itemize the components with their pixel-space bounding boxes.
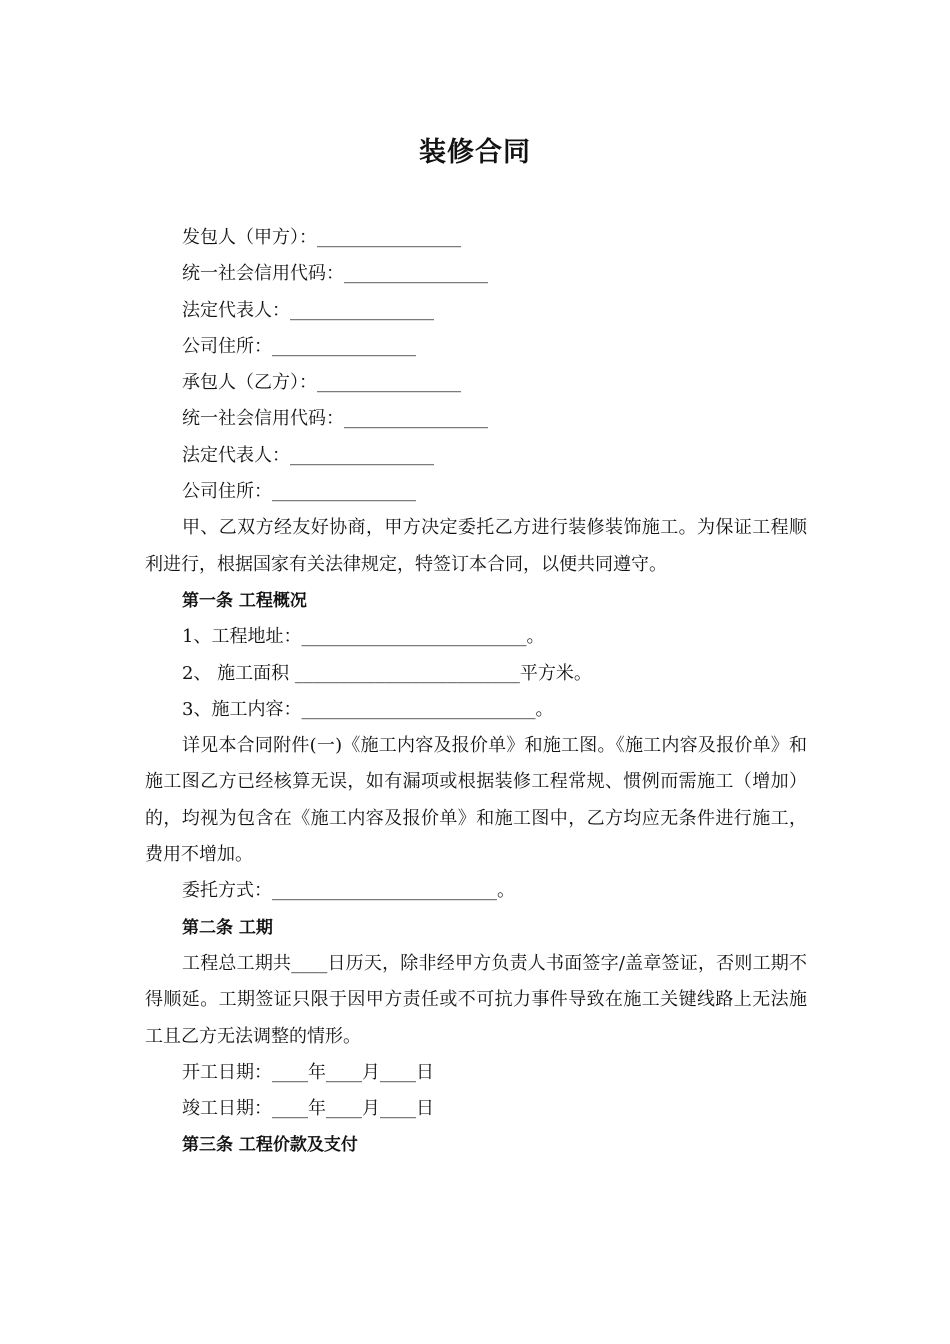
end-date: 竣工日期：____年____月____日 xyxy=(182,1098,434,1120)
commission-method: 委托方式：_________________________。 xyxy=(182,880,515,902)
article-1-heading: 第一条 工程概况 xyxy=(182,590,307,611)
party-b-name: 承包人（乙方）：________________ xyxy=(182,372,461,394)
construction-content: 3、施工内容：__________________________。 xyxy=(182,698,554,720)
article-2-text: 工程总工期共____日历天，除非经甲方负责人书面签字/盖章签证，否则工期不得顺延。工期签证只限于因甲方责任或不可抗力事件导致在施工关键线路上无法施工且乙方无法调整的情形。 xyxy=(145,952,807,1047)
party-a-name: 发包人（甲方）：________________ xyxy=(182,227,461,248)
party-b-address: 公司住所：________________ xyxy=(182,481,416,503)
document-body xyxy=(145,220,807,1164)
party-b-credit-code: 统一社会信用代码：________________ xyxy=(182,408,488,430)
party-b-legal-rep: 法定代表人：________________ xyxy=(182,444,434,466)
party-a-legal-rep: 法定代表人：________________ xyxy=(182,299,434,321)
article-3-heading: 第三条 工程价款及支付 xyxy=(182,1135,358,1156)
article-1-detail: 详见本合同附件(一)《施工内容及报价单》和施工图。《施工内容及报价单》和施工图乙方已经核算无误，如有漏项或根据装修工程常规、惯例而需施工（增加）的，均视为包含在《施工内容及报价单》和施工图中，乙方均应无条件进行施工，费用不增加。 xyxy=(145,735,807,866)
party-a-credit-code: 统一社会信用代码：________________ xyxy=(182,263,488,285)
intro-paragraph: 甲、乙双方经友好协商，甲方决定委托乙方进行装修装饰施工。为保证工程顺利进行，根据国家有关法律规定，特签订本合同，以便共同遵守。 xyxy=(145,517,807,575)
article-2-heading: 第二条 工期 xyxy=(182,917,273,938)
project-address: 1、工程地址：_________________________。 xyxy=(182,626,545,648)
document-title: 装修合同 xyxy=(419,137,531,168)
party-a-address: 公司住所：________________ xyxy=(182,335,416,357)
construction-area: 2、 施工面积 _________________________平方米。 xyxy=(182,662,592,684)
start-date: 开工日期：____年____月____日 xyxy=(182,1061,434,1083)
